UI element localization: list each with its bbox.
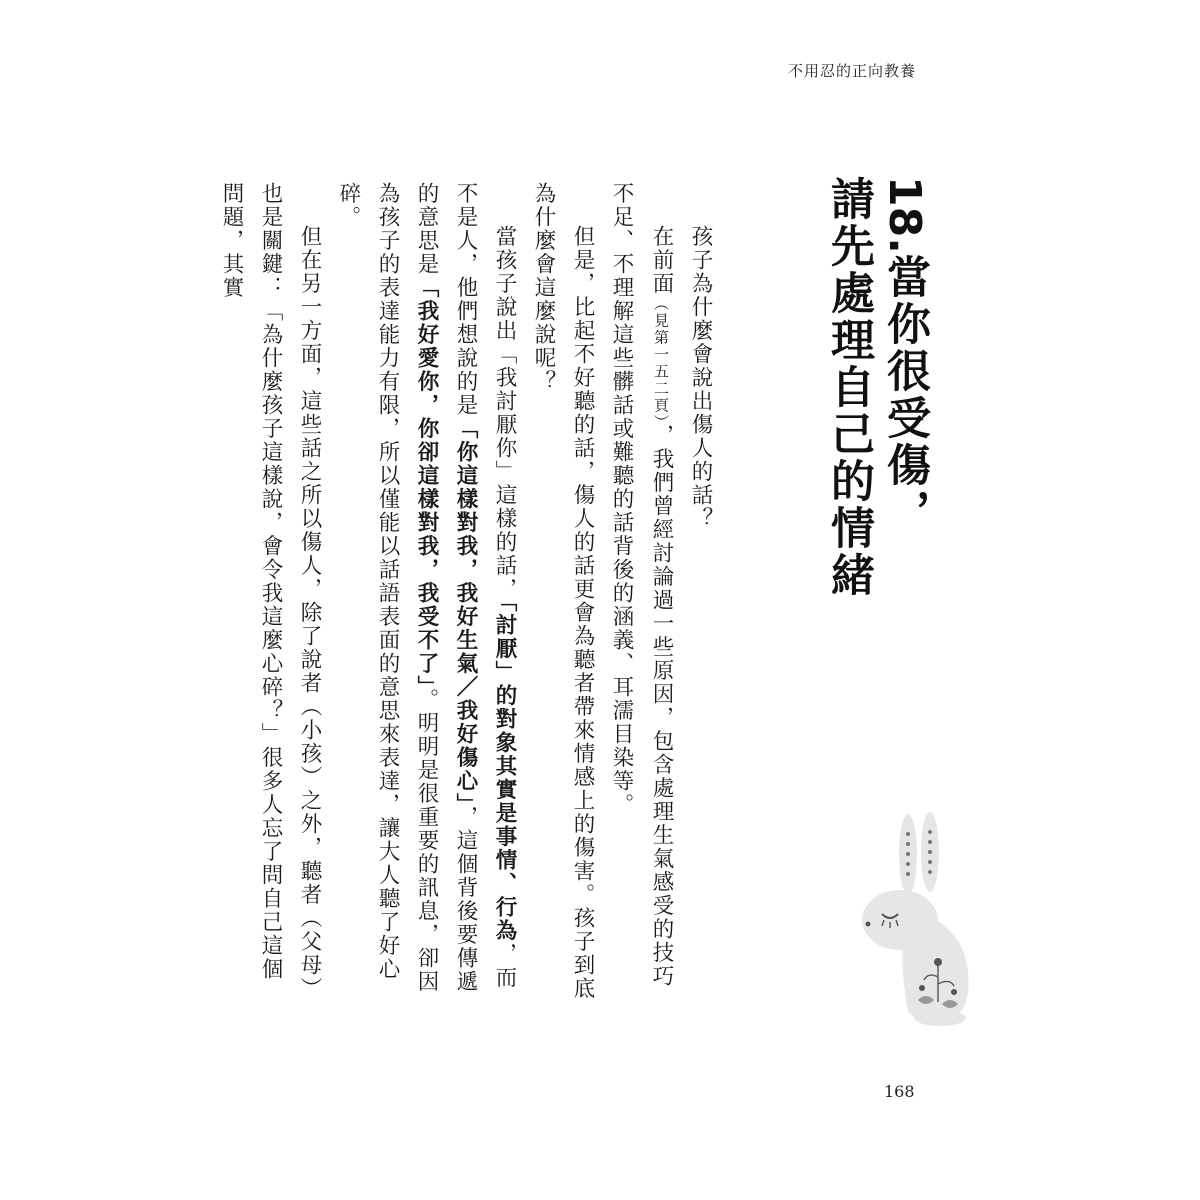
page-reference: （見第一五二頁） bbox=[652, 295, 670, 424]
paragraph-4-start: 當孩子說出「我討厭你」這樣的話， bbox=[492, 225, 517, 601]
rabbit-illustration bbox=[858, 812, 978, 1032]
paragraph-4-mid: ，而不是人，他們想說的是 bbox=[453, 182, 517, 990]
running-header: 不用忍的正向教養 bbox=[787, 62, 916, 80]
paragraph-5: 但在另一方面，這些話之所以傷人，除了說者（小孩）之外，聽者（父母）也是關鍵：「為什麼孩子這樣說，會令我這麼心碎？」很多人忘了問自己這個問題，其實 bbox=[219, 182, 322, 1001]
chapter-title-line-2: 請先處理自己的情緒 bbox=[823, 176, 874, 599]
paragraph-3: 但是，比起不好聽的話，傷人的話更會為聽者帶來情感上的傷害。孩子到底為什麼會這麼說呢？ bbox=[531, 182, 595, 1001]
emphasis-1: 「討厭」的對象其實是事情、行為 bbox=[492, 601, 517, 943]
paragraph-4-mid-2: ，這個背後要傳遞的意思是 bbox=[414, 182, 478, 994]
page-number: 168 bbox=[884, 1082, 915, 1101]
chapter-number: 18. bbox=[879, 176, 930, 254]
emphasis-2: 「你這樣對我，我好生氣／我好傷心」 bbox=[453, 417, 478, 806]
paragraph-4-end: 。明明是很重要的訊息，卻因為孩子的表達能力有限，所以僅能以話語表面的意思來表達，讓大人聽了好心碎。 bbox=[336, 182, 439, 994]
chapter-title bbox=[820, 176, 932, 599]
paragraph-4 bbox=[329, 182, 524, 1002]
chapter-title-text-1: 當你很受傷， bbox=[879, 253, 930, 536]
paragraph-2-start: 在前面 bbox=[649, 225, 674, 296]
chapter-title-line-1 bbox=[876, 176, 932, 599]
paragraph-2 bbox=[602, 182, 681, 1002]
paragraph-1: 孩子為什麼會說出傷人的話？ bbox=[688, 225, 713, 531]
body-text bbox=[219, 182, 720, 1002]
paragraph-2-rest: ，我們曾經討論過一些原因，包含處理生氣感受的技巧不足、不理解這些髒話或難聽的話背後的涵義、耳濡目染等。 bbox=[609, 182, 674, 988]
emphasis-3: 「我好愛你，你卻這樣對我，我受不了」 bbox=[414, 276, 439, 689]
